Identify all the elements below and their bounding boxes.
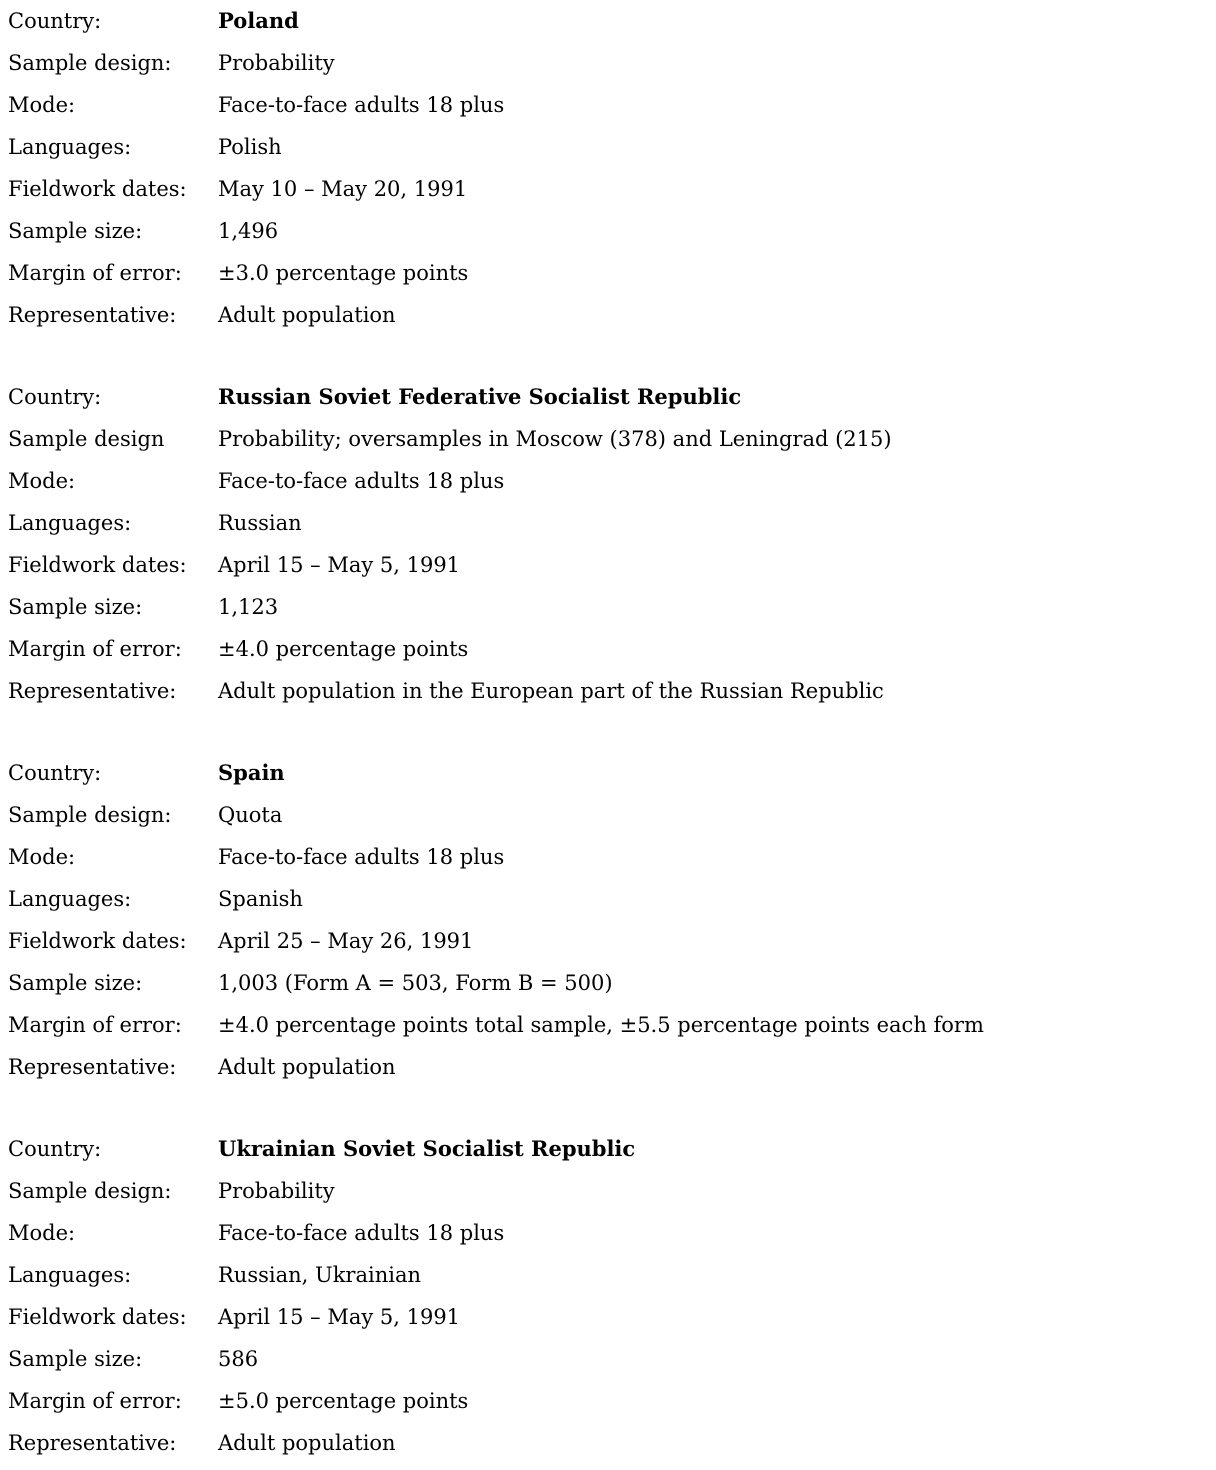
field-value: Face-to-face adults 18 plus: [218, 845, 505, 869]
field-label: Fieldwork dates:: [8, 1305, 187, 1329]
field-label: Country:: [8, 9, 102, 33]
country-block: [8, 752, 1216, 1088]
field-label: Fieldwork dates:: [8, 553, 187, 577]
field-label: Mode:: [8, 1221, 76, 1245]
field-label: Sample size:: [8, 1347, 143, 1371]
field-label: Languages:: [8, 511, 132, 535]
field-label: Margin of error:: [8, 261, 182, 285]
field-label: Sample size:: [8, 971, 143, 995]
field-label: Representative:: [8, 679, 177, 703]
field-row: [8, 544, 1216, 586]
field-label: Mode:: [8, 469, 76, 493]
field-row: [8, 1422, 1216, 1464]
field-row: [8, 252, 1216, 294]
field-label: Fieldwork dates:: [8, 929, 187, 953]
field-value: Russian: [218, 511, 302, 535]
field-row: [8, 1046, 1216, 1088]
field-label: Languages:: [8, 1263, 132, 1287]
field-value: April 15 – May 5, 1991: [218, 553, 461, 577]
field-row: [8, 878, 1216, 920]
country-name: Poland: [218, 8, 299, 33]
field-row: [8, 376, 1216, 418]
field-row: [8, 794, 1216, 836]
field-label: Sample design:: [8, 1179, 172, 1203]
field-row: [8, 628, 1216, 670]
field-row: [8, 210, 1216, 252]
field-row: [8, 418, 1216, 460]
field-row: [8, 1296, 1216, 1338]
field-label: Sample design:: [8, 51, 172, 75]
field-value: Face-to-face adults 18 plus: [218, 469, 505, 493]
field-value: Adult population: [218, 1431, 396, 1455]
field-label: Representative:: [8, 1431, 177, 1455]
field-row: [8, 1212, 1216, 1254]
field-label: Representative:: [8, 303, 177, 327]
field-value: 1,123: [218, 595, 279, 619]
field-row: [8, 1338, 1216, 1380]
field-label: Languages:: [8, 135, 132, 159]
field-value: Face-to-face adults 18 plus: [218, 1221, 505, 1245]
country-block: [8, 376, 1216, 712]
field-label: Sample design: [8, 427, 165, 451]
field-value: May 10 – May 20, 1991: [218, 177, 468, 201]
field-value: Adult population: [218, 1055, 396, 1079]
field-label: Country:: [8, 385, 102, 409]
field-row: [8, 1128, 1216, 1170]
field-row: [8, 1254, 1216, 1296]
field-row: [8, 126, 1216, 168]
field-value: 586: [218, 1347, 259, 1371]
field-row: [8, 836, 1216, 878]
field-row: [8, 670, 1216, 712]
field-label: Margin of error:: [8, 1013, 182, 1037]
field-value: ±4.0 percentage points total sample, ±5.5 percentage points each form: [218, 1013, 984, 1037]
field-row: [8, 460, 1216, 502]
field-label: Country:: [8, 761, 102, 785]
field-row: [8, 920, 1216, 962]
field-label: Fieldwork dates:: [8, 177, 187, 201]
field-value: Spanish: [218, 887, 303, 911]
field-row: [8, 1004, 1216, 1046]
field-label: Languages:: [8, 887, 132, 911]
field-value: Polish: [218, 135, 282, 159]
field-label: Margin of error:: [8, 1389, 182, 1413]
field-value: ±3.0 percentage points: [218, 261, 469, 285]
country-block: [8, 1128, 1216, 1464]
field-row: [8, 752, 1216, 794]
field-label: Margin of error:: [8, 637, 182, 661]
field-value: ±5.0 percentage points: [218, 1389, 469, 1413]
field-value: Probability: [218, 51, 335, 75]
field-value: April 15 – May 5, 1991: [218, 1305, 461, 1329]
field-label: Sample size:: [8, 595, 143, 619]
field-value: Face-to-face adults 18 plus: [218, 93, 505, 117]
field-value: 1,496: [218, 219, 279, 243]
field-value: April 25 – May 26, 1991: [218, 929, 474, 953]
field-label: Sample size:: [8, 219, 143, 243]
field-value: ±4.0 percentage points: [218, 637, 469, 661]
field-row: [8, 294, 1216, 336]
field-row: [8, 42, 1216, 84]
field-value: 1,003 (Form A = 503, Form B = 500): [218, 971, 613, 995]
field-label: Mode:: [8, 845, 76, 869]
field-label: Sample design:: [8, 803, 172, 827]
country-name: Spain: [218, 760, 285, 785]
field-label: Country:: [8, 1137, 102, 1161]
field-label: Mode:: [8, 93, 76, 117]
field-value: Russian, Ukrainian: [218, 1263, 421, 1287]
field-row: [8, 586, 1216, 628]
field-label: Representative:: [8, 1055, 177, 1079]
country-block: [8, 0, 1216, 336]
field-value: Probability: [218, 1179, 335, 1203]
field-row: [8, 1170, 1216, 1212]
field-row: [8, 168, 1216, 210]
field-value: Probability; oversamples in Moscow (378) and Leningrad (215): [218, 427, 892, 451]
field-row: [8, 1380, 1216, 1422]
field-value: Quota: [218, 803, 283, 827]
field-value: Adult population: [218, 303, 396, 327]
country-name: Ukrainian Soviet Socialist Republic: [218, 1136, 636, 1161]
field-row: [8, 502, 1216, 544]
field-row: [8, 962, 1216, 1004]
field-row: [8, 84, 1216, 126]
field-value: Adult population in the European part of the Russian Republic: [218, 679, 884, 703]
country-name: Russian Soviet Federative Socialist Republic: [218, 384, 742, 409]
field-row: [8, 0, 1216, 42]
